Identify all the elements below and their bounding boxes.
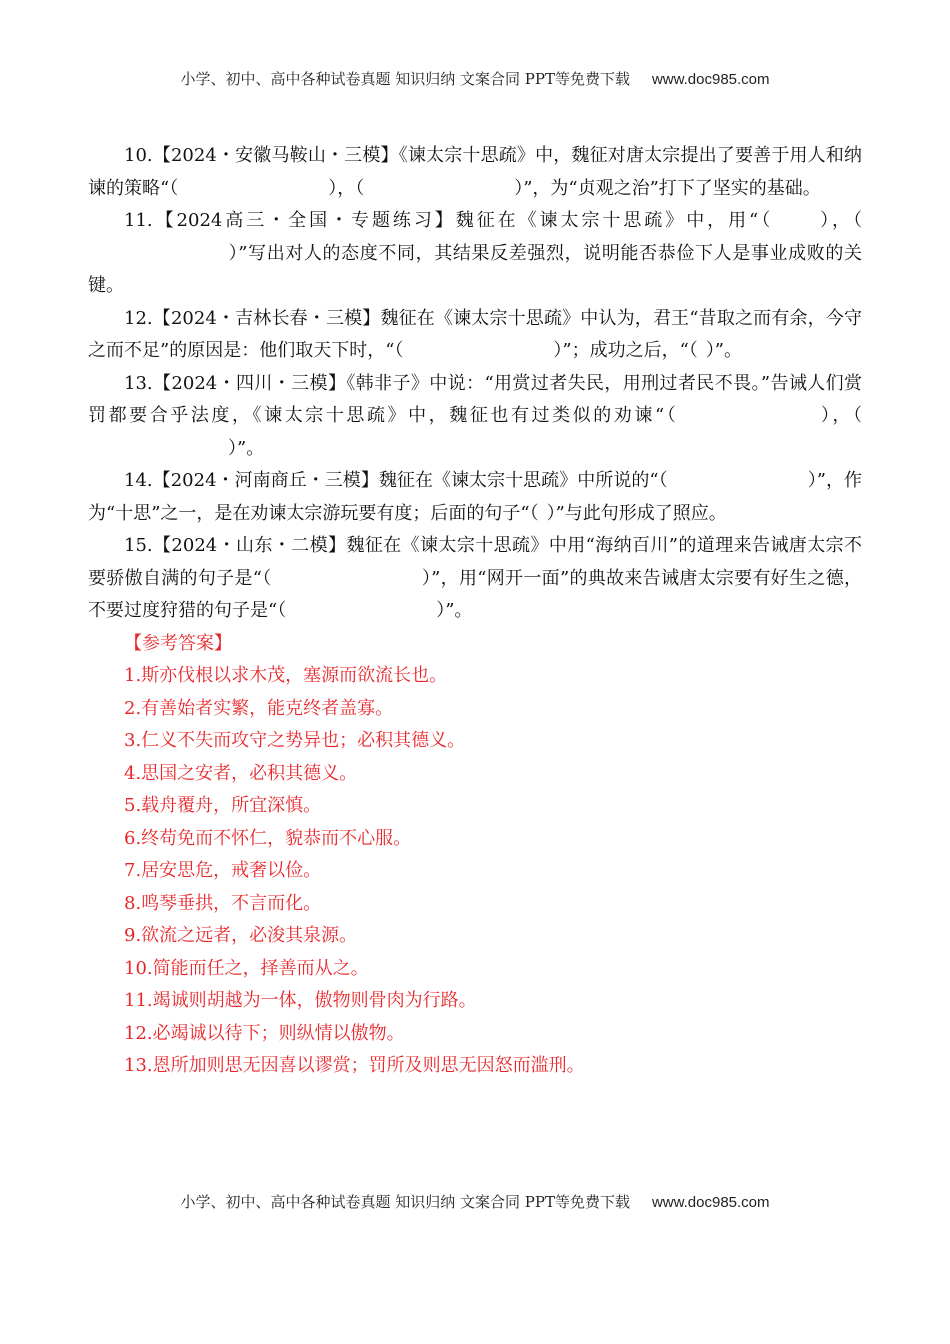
- page-header: [0, 68, 950, 89]
- question-13: 13.【2024・四川・三模】《韩非子》中说：“用赏过者失民，用刑过者民不畏。”告诫人们赏罚都要合乎法度，《谏太宗十思疏》中，魏征也有过类似的劝谏“（ ），（）”。: [88, 372, 863, 459]
- footer-text: 小学、初中、高中各种试卷真题 知识归纳 文案合同 PPT等免费下载: [180, 1193, 630, 1211]
- question-source: 【2024高三・全国・专题练习】: [152, 210, 456, 231]
- question-source: 【2024・安徽马鞍山・三模】: [152, 145, 399, 166]
- answer-item: 6.终苟免而不怀仁，貌恭而不心服。: [124, 827, 412, 849]
- question-15: 15.【2024・山东・二模】魏征在《谏太宗十思疏》中用“海纳百川”的道理来告诫唐太宗不要骄傲自满的句子是“（ ）”，用“网开一面”的典故来告诫唐太宗要有好生之德，不要过度狩猎的句子是“（ ）”。: [88, 535, 862, 621]
- question-12: 12.【2024・吉林长春・三模】魏征在《谏太宗十思疏》中认为，君王“昔取之而有余，今守之而不足”的原因是：他们取天下时，“（ ）”；成功之后，“（ ）”。: [88, 307, 862, 361]
- question-10: 10.【2024・安徽马鞍山・三模】《谏太宗十思疏》中，魏征对唐太宗提出了要善于用人和纳谏的策略“（ ），（ ）”，为“贞观之治”打下了坚实的基础。: [88, 145, 863, 199]
- question-11: 11.【2024高三・全国・专题练习】魏征在《谏太宗十思疏》中，用“（ ），（）”写出对人的态度不同，其结果反差强烈，说明能否恭俭下人是事业成败的关键。: [88, 210, 863, 296]
- answer-item: 4.思国之安者，必积其德义。: [124, 762, 358, 784]
- answer-item: 9.欲流之远者，必浚其泉源。: [124, 925, 358, 946]
- question-source: 【2024・吉林长春・三模】: [152, 307, 381, 329]
- footer-url[interactable]: www.doc985.com: [651, 1194, 770, 1211]
- answer-item: 12.必竭诚以待下；则纵情以傲物。: [124, 1022, 405, 1044]
- question-source: 【2024・河南商丘・三模】: [152, 470, 379, 491]
- header-url[interactable]: www.doc985.com: [651, 71, 770, 88]
- answers-heading: 【参考答案】: [124, 632, 232, 654]
- question-number: 15.: [124, 535, 153, 556]
- question-source: 【2024・四川・三模】: [152, 372, 347, 394]
- answer-item: 10.简能而任之，择善而从之。: [124, 957, 369, 979]
- answer-item: 7.居安思危，戒奢以俭。: [124, 860, 322, 881]
- answer-item: 1.斯亦伐根以求木茂，塞源而欲流长也。: [124, 665, 448, 686]
- answer-item: 2.有善始者实繁，能克终者盖寡。: [124, 697, 394, 719]
- answer-item: 5.载舟覆舟，所宜深慎。: [124, 795, 322, 816]
- question-14: 14.【2024・河南商丘・三模】魏征在《谏太宗十思疏》中所说的“（ ）”，作为“十思”之一，是在劝谏太宗游玩要有度；后面的句子“（ ）”与此句形成了照应。: [88, 470, 863, 524]
- question-source: 【2024・山东・二模】: [152, 535, 347, 556]
- answer-item: 8.鸣琴垂拱，不言而化。: [124, 892, 322, 914]
- answer-item: 11.竭诚则胡越为一体，傲物则骨肉为行路。: [124, 990, 477, 1011]
- answer-item: 13.恩所加则思无因喜以谬赏；罚所及则思无因怒而滥刑。: [124, 1055, 585, 1076]
- header-text: 小学、初中、高中各种试卷真题 知识归纳 文案合同 PPT等免费下载: [180, 70, 630, 88]
- page-footer: [0, 1191, 950, 1212]
- answer-item: 3.仁义不失而攻守之势异也；必积其德义。: [124, 730, 466, 751]
- question-number: 12.: [124, 307, 153, 329]
- answer-list: [88, 660, 862, 1083]
- question-number: 14.: [124, 470, 153, 491]
- question-number: 13.: [124, 372, 153, 394]
- question-number: 11.: [124, 210, 153, 231]
- document-body: [88, 140, 862, 1083]
- question-number: 10.: [124, 145, 153, 166]
